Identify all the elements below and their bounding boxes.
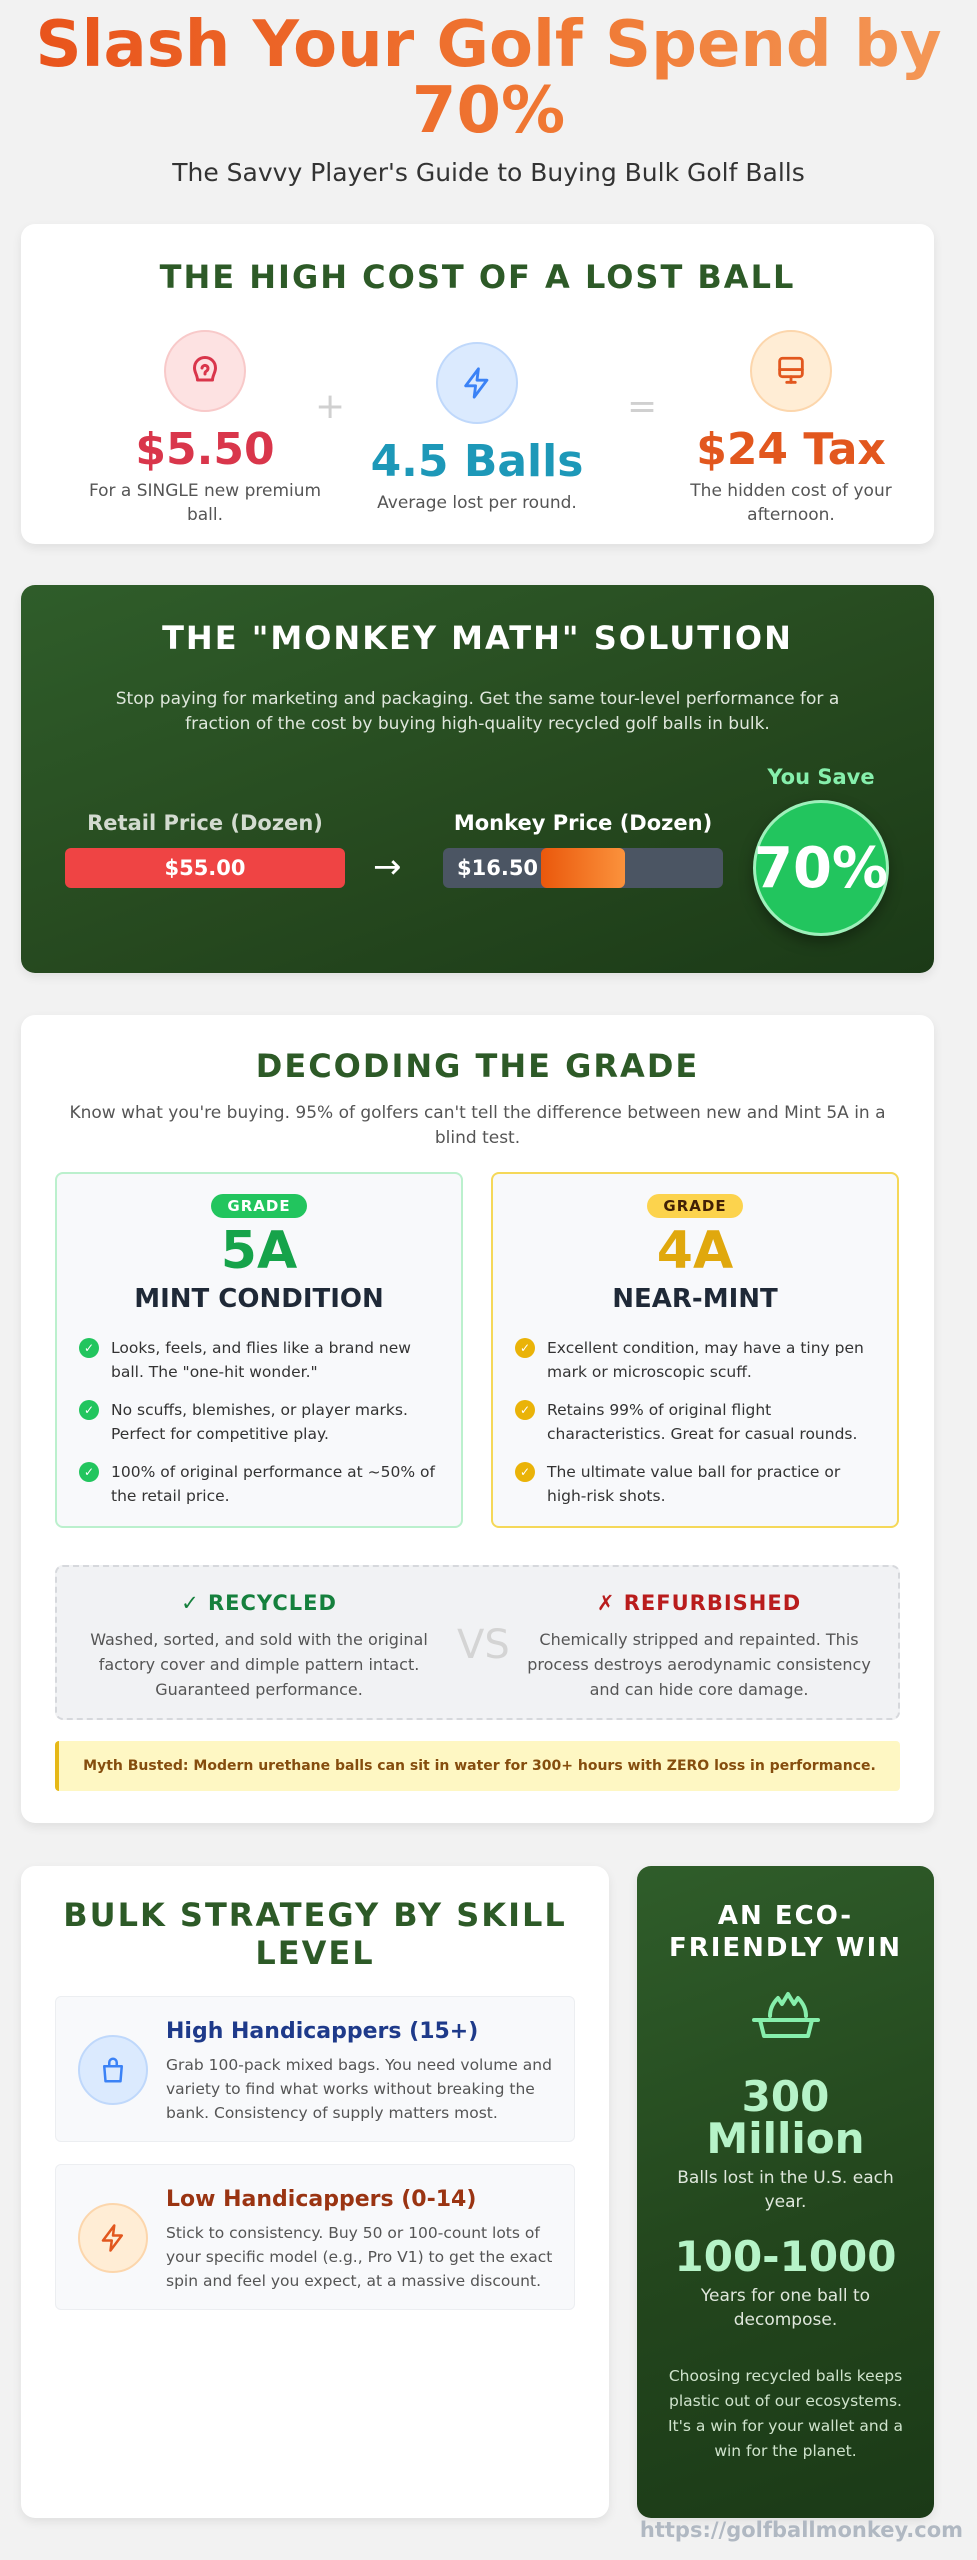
check-icon: ✓ <box>515 1462 535 1482</box>
check-icon: ✓ <box>79 1462 99 1482</box>
cost-stats <box>21 296 934 525</box>
grade-value: 5A <box>220 1221 298 1281</box>
golf-ball-icon <box>164 330 246 412</box>
lost-balls-description: Balls lost in the U.S. each year. <box>677 2168 894 2212</box>
bulk-strategy-section <box>21 1866 609 2518</box>
check-icon: ✓ <box>515 1400 535 1420</box>
recycle-bin-icon <box>746 1986 826 2046</box>
decompose-description: Years for one ball to decompose. <box>700 2286 871 2330</box>
section-title: DECODING THE GRADE <box>255 1047 700 1085</box>
section-title: AN ECO-FRIENDLY WIN <box>668 1901 903 1963</box>
page-subtitle: The Savvy Player's Guide to Buying Bulk Golf Balls <box>172 158 805 187</box>
equals-sign: = <box>627 386 658 427</box>
lightning-icon <box>436 342 518 424</box>
recycled-title: ✓ RECYCLED <box>181 1591 337 1615</box>
section-intro: Know what you're buying. 95% of golfers can't tell the difference between new and Mint 5A in a blind test. <box>69 1103 886 1148</box>
stat-value: 4.5 Balls <box>370 436 584 487</box>
monkey-math-section <box>21 585 934 973</box>
monitor-icon <box>750 330 832 412</box>
vs-label: VS <box>457 1622 510 1668</box>
stat-value: $24 Tax <box>696 424 886 475</box>
section-title: BULK STRATEGY BY SKILL LEVEL <box>63 1896 567 1972</box>
hero <box>0 0 977 187</box>
grade-badge: GRADE <box>211 1194 306 1218</box>
myth-busted-callout: Myth Busted: Modern urethane balls can sit in water for 300+ hours with ZERO loss in performance. <box>55 1741 900 1791</box>
recycled-vs-refurbished <box>55 1565 900 1720</box>
eco-footer-text: Choosing recycled balls keeps plastic out of our ecosystems. It's a win for your wallet and a win for the planet. <box>667 2367 903 2460</box>
lightning-icon <box>78 2203 148 2273</box>
refurbished-title: ✗ REFURBISHED <box>596 1591 802 1615</box>
page-title: Slash Your Golf Spend by 70% <box>0 12 977 144</box>
section-title: THE HIGH COST OF A LOST BALL <box>159 258 796 296</box>
list-item: ✓ Looks, feels, and flies like a brand new ball. The "one-hit wonder." <box>79 1336 437 1384</box>
lost-balls-stat: 300 Million <box>706 2072 865 2163</box>
grade-name: MINT CONDITION <box>134 1284 384 1314</box>
section-title: THE "MONKEY MATH" SOLUTION <box>162 619 793 657</box>
monkey-price-fill <box>541 848 625 888</box>
list-item: ✓ 100% of original performance at ~50% of the retail price. <box>79 1460 437 1508</box>
grade-section <box>21 1015 934 1823</box>
grade-name: NEAR-MINT <box>612 1284 778 1314</box>
grade-card-5a <box>55 1172 463 1528</box>
list-item: ✓ Retains 99% of original flight characteristics. Great for casual rounds. <box>515 1398 873 1446</box>
grade-features <box>57 1336 461 1508</box>
stat-hidden-tax <box>661 330 921 527</box>
stat-ball-price <box>75 330 335 527</box>
skill-description: Stick to consistency. Buy 50 or 100-count lots of your specific model (e.g., Pro V1) to get the exact spin and feel you expect, at a massive discount. <box>166 2224 553 2290</box>
monkey-price-label: Monkey Price (Dozen) <box>453 811 713 835</box>
skill-title: Low Handicappers (0-14) <box>166 2187 477 2212</box>
grade-badge: GRADE <box>647 1194 742 1218</box>
savings-badge: 70% <box>753 800 889 936</box>
eco-friendly-section <box>637 1866 934 2518</box>
you-save-label: You Save <box>767 765 875 789</box>
recycled-column <box>79 1591 439 1702</box>
bag-icon <box>78 2035 148 2105</box>
section-intro: Stop paying for marketing and packaging. Get the same tour-level performance for a fraction of the cost by buying high-quality recycled golf balls in bulk. <box>115 689 840 734</box>
skill-description: Grab 100-pack mixed bags. You need volume and variety to find what works without breaking the bank. Consistency of supply matters most. <box>166 2056 552 2122</box>
monkey-price-value: $16.50 <box>457 856 539 880</box>
list-item: ✓ The ultimate value ball for practice or high-risk shots. <box>515 1460 873 1508</box>
refurbished-description: Chemically stripped and repainted. This process destroys aerodynamic consistency and can hide core damage. <box>527 1630 871 1699</box>
stat-description: Average lost per round. <box>377 493 577 513</box>
retail-price-label: Retail Price (Dozen) <box>87 811 323 835</box>
recycled-description: Washed, sorted, and sold with the original factory cover and dimple pattern intact. Guaranteed performance. <box>90 1630 428 1699</box>
skill-low-handicappers <box>55 2164 575 2310</box>
skill-title: High Handicappers (15+) <box>166 2019 479 2044</box>
stat-description: For a SINGLE new premium ball. <box>88 481 322 525</box>
stat-value: $5.50 <box>135 424 275 475</box>
plus-sign: + <box>315 386 346 427</box>
grade-features <box>493 1336 897 1508</box>
skill-high-handicappers <box>55 1996 575 2142</box>
list-item: ✓ No scuffs, blemishes, or player marks. Perfect for competitive play. <box>79 1398 437 1446</box>
website-url[interactable]: https://golfballmonkey.com <box>639 2518 963 2542</box>
check-icon: ✓ <box>79 1400 99 1420</box>
check-icon: ✓ <box>515 1338 535 1358</box>
arrow-right-icon: → <box>373 847 402 887</box>
refurbished-column <box>519 1591 879 1702</box>
decompose-years-stat: 100-1000 <box>674 2232 897 2281</box>
grade-value: 4A <box>656 1221 734 1281</box>
check-icon: ✓ <box>79 1338 99 1358</box>
list-item: ✓ Excellent condition, may have a tiny pen mark or microscopic scuff. <box>515 1336 873 1384</box>
lost-ball-cost-section <box>21 224 934 544</box>
stat-description: The hidden cost of your afternoon. <box>690 481 892 525</box>
grade-card-4a <box>491 1172 899 1528</box>
retail-price-value: $55.00 <box>164 856 246 880</box>
stat-balls-lost <box>347 342 607 515</box>
